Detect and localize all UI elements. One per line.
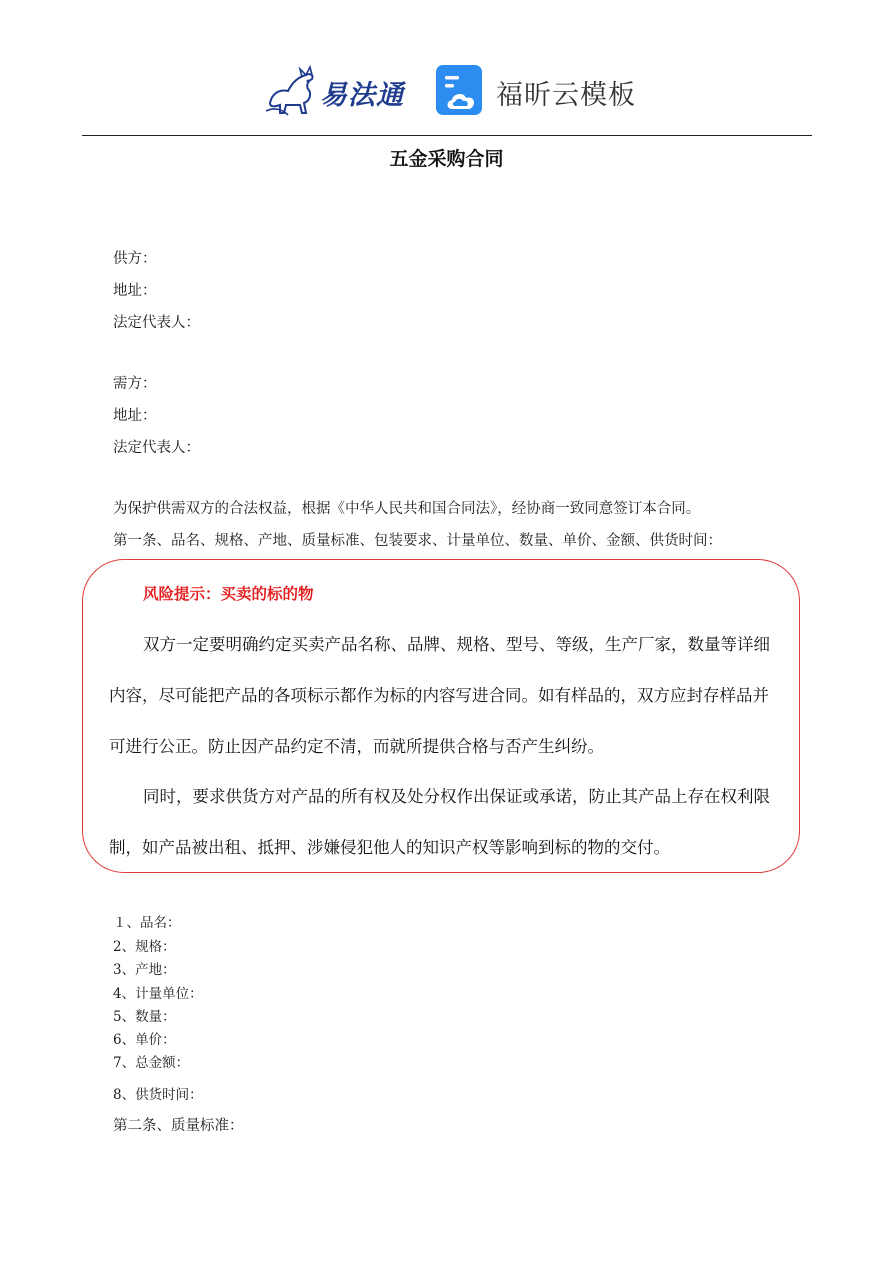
buyer-label: 需方：: [113, 376, 157, 392]
item-name: １、品名：: [113, 915, 181, 931]
cloud-template-icon: [436, 65, 484, 117]
item-total: 7、总金额：: [113, 1055, 190, 1071]
risk-notice-line: 内容，尽可能把产品的各项标示都作为标的内容写进合同。如有样品的，双方应封存样品并: [109, 686, 769, 705]
intro-paragraph: 为保护供需双方的合法权益，根据《中华人民共和国合同法》，经协商一致同意签订本合同。: [113, 501, 701, 517]
buyer-address-label: 地址：: [113, 408, 157, 424]
article-1-heading: 第一条、品名、规格、产地、质量标准、包装要求、计量单位、数量、单价、金额、供货时间：: [113, 533, 722, 549]
item-unit-price: 6、单价：: [113, 1032, 176, 1048]
item-delivery-time: 8、供货时间：: [113, 1087, 203, 1103]
risk-notice-title: 风险提示：买卖的标的物: [143, 585, 314, 603]
yifatong-logo: [262, 63, 412, 119]
item-spec: 2、规格：: [113, 939, 176, 955]
fuxin-logo-text: 福昕云模板: [496, 80, 636, 111]
article-2-heading: 第二条、质量标准：: [113, 1118, 244, 1134]
risk-notice-line: 可进行公正。防止因产品约定不清，而就所提供合格与否产生纠纷。: [109, 737, 604, 756]
qilin-icon: [262, 63, 322, 119]
yifatong-logo-text: 易法通: [320, 80, 404, 111]
supplier-rep-label: 法定代表人：: [113, 315, 200, 331]
risk-notice-line: 制，如产品被出租、抵押、涉嫌侵犯他人的知识产权等影响到标的物的交付。: [109, 838, 670, 857]
risk-notice-line: 双方一定要明确约定买卖产品名称、品牌、规格、型号、等级，生产厂家，数量等详细: [143, 635, 770, 654]
risk-notice-line: 同时，要求供货方对产品的所有权及处分权作出保证或承诺，防止其产品上存在权利限: [143, 787, 770, 806]
supplier-address-label: 地址：: [113, 283, 157, 299]
buyer-rep-label: 法定代表人：: [113, 440, 200, 456]
document-title: 五金采购合同: [389, 148, 504, 170]
header-divider: [82, 135, 812, 136]
supplier-label: 供方：: [113, 251, 157, 267]
fuxin-logo: [436, 63, 636, 119]
risk-notice-box: [82, 559, 800, 873]
item-quantity: 5、数量：: [113, 1009, 176, 1025]
item-unit: 4、计量单位：: [113, 986, 203, 1002]
item-origin: 3、产地：: [113, 962, 176, 978]
page-header: [0, 55, 893, 125]
